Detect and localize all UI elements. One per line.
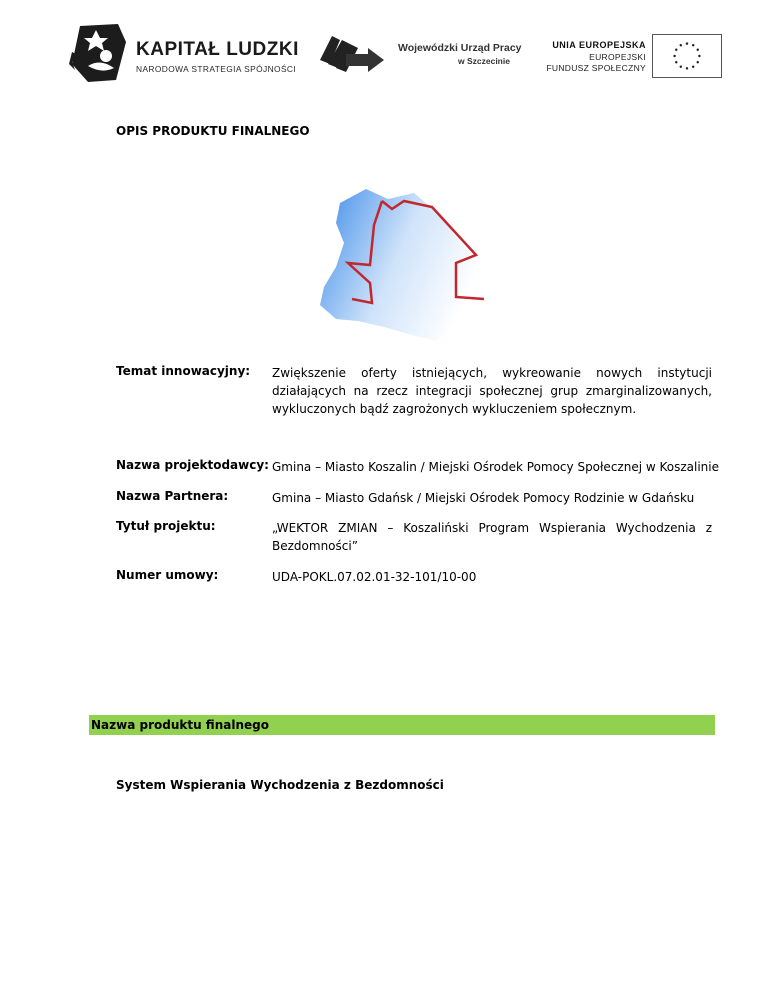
- field-label: Nazwa Partnera:: [116, 489, 229, 503]
- page-header: [0, 0, 768, 100]
- field-value: „WEKTOR ZMIAN – Koszaliński Program Wspierania Wychodzenia z Bezdomności”: [272, 521, 712, 553]
- eu-star: [692, 44, 694, 46]
- eu-flag-icon: [652, 34, 722, 78]
- eu-star: [698, 55, 700, 57]
- field-label: Tytuł projektu:: [116, 519, 216, 533]
- field-value: Zwiększenie oferty istniejących, wykreowanie nowych instytucji działających na rzecz integracji społecznej grup zmarginalizowanych, wykluczonych bądź zagrożonych wykluczeniem społecznym.: [272, 366, 712, 416]
- eu-star: [675, 61, 677, 63]
- eu-line-3: FUNDUSZ SPOŁECZNY: [546, 63, 646, 73]
- field-value: Gmina – Miasto Koszalin / Miejski Ośrodek Pomocy Społecznej w Koszalinie: [272, 460, 719, 474]
- field-value: Gmina – Miasto Gdańsk / Miejski Ośrodek Pomocy Rodzinie w Gdańsku: [272, 491, 695, 505]
- wup-logo: [318, 30, 522, 78]
- document-title: OPIS PRODUKTU FINALNEGO: [116, 124, 310, 138]
- field-label: Numer umowy:: [116, 568, 219, 582]
- eu-star: [692, 66, 694, 68]
- kapital-ludzki-subtitle: NARODOWA STRATEGIA SPÓJNOŚCI: [136, 64, 297, 74]
- eu-line-1: UNIA EUROPEJSKA: [552, 40, 646, 50]
- kapital-ludzki-logo: [66, 22, 302, 84]
- product-section-heading: Nazwa produktu finalnego: [91, 718, 269, 732]
- product-section-heading-bar: [89, 715, 715, 735]
- field-value: UDA-POKL.07.02.01-32-101/10-00: [272, 570, 477, 584]
- eu-logo: [540, 34, 722, 82]
- kapital-ludzki-title: KAPITAŁ LUDZKI: [136, 39, 299, 60]
- kapital-ludzki-icon: [66, 22, 132, 84]
- region-map-icon: [318, 183, 488, 343]
- eu-star: [686, 42, 688, 44]
- wup-title: Wojewódzki Urząd Pracy: [398, 42, 522, 54]
- eu-star: [697, 49, 699, 51]
- wup-subtitle: w Szczecinie: [458, 56, 510, 66]
- field-label: Nazwa projektodawcy:: [116, 458, 269, 472]
- wup-arrow-icon: [318, 30, 388, 78]
- eu-star: [673, 55, 675, 57]
- eu-text: [546, 40, 646, 73]
- eu-star: [680, 44, 682, 46]
- field-label: Temat innowacyjny:: [116, 364, 251, 378]
- eu-star: [675, 49, 677, 51]
- eu-star: [680, 66, 682, 68]
- product-name: System Wspierania Wychodzenia z Bezdomności: [116, 778, 444, 792]
- eu-line-2: EUROPEJSKI: [589, 52, 646, 62]
- eu-star: [686, 67, 688, 69]
- eu-star: [697, 61, 699, 63]
